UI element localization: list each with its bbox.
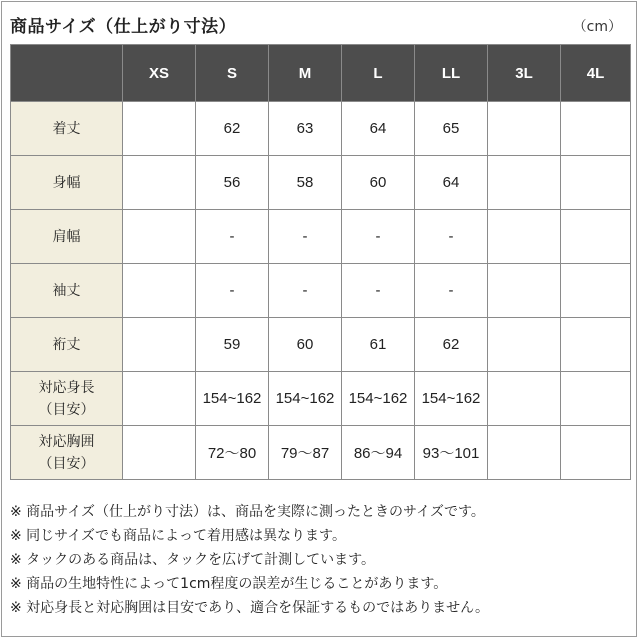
row-label [11, 426, 123, 480]
size-table [10, 44, 631, 480]
note-line: ※ 商品の生地特性によって1cm程度の誤差が生じることがあります。 [10, 576, 448, 592]
table-cell [123, 318, 196, 372]
page-title: 商品サイズ（仕上がり寸法） [10, 17, 237, 37]
table-cell [488, 372, 561, 426]
row-label [11, 264, 123, 318]
table-cell: 64 [415, 156, 488, 210]
table-row [11, 210, 631, 264]
row-label-text: 肩幅 [52, 228, 81, 245]
table-row [11, 102, 631, 156]
table-cell [561, 318, 631, 372]
table-cell: 154~162 [342, 372, 415, 426]
table-cell [123, 264, 196, 318]
header-corner [11, 45, 123, 102]
table-cell [561, 102, 631, 156]
row-label-note: （目安） [38, 455, 95, 472]
table-cell: 62 [415, 318, 488, 372]
row-label-text: 着丈 [52, 120, 81, 137]
table-cell: 79～87 [269, 426, 342, 480]
size-header-3l: 3L [488, 45, 561, 102]
row-label-text: 対応身長 [38, 379, 95, 396]
size-header-ll: LL [415, 45, 488, 102]
row-label-text: 対応胸囲 [38, 433, 95, 450]
table-cell: - [269, 264, 342, 318]
table-cell: - [196, 264, 269, 318]
table-cell: 154~162 [196, 372, 269, 426]
size-header-l: L [342, 45, 415, 102]
row-label [11, 318, 123, 372]
table-row [11, 264, 631, 318]
size-header-s: S [196, 45, 269, 102]
table-cell [488, 426, 561, 480]
table-cell [488, 102, 561, 156]
row-label [11, 102, 123, 156]
table-cell: 63 [269, 102, 342, 156]
table-cell: 61 [342, 318, 415, 372]
table-cell [488, 156, 561, 210]
table-cell [488, 264, 561, 318]
table-row [11, 318, 631, 372]
row-label [11, 210, 123, 264]
row-label-text: 袖丈 [52, 282, 81, 299]
table-cell: 72～80 [196, 426, 269, 480]
notes [10, 500, 630, 620]
note-line: ※ タックのある商品は、タックを広げて計測しています。 [10, 552, 376, 568]
size-header-m: M [269, 45, 342, 102]
table-cell: 86～94 [342, 426, 415, 480]
table-cell: 93～101 [415, 426, 488, 480]
table-cell: 58 [269, 156, 342, 210]
table-cell [123, 156, 196, 210]
table-cell: 62 [196, 102, 269, 156]
table-cell: 60 [342, 156, 415, 210]
table-cell: 154~162 [269, 372, 342, 426]
table-cell [123, 102, 196, 156]
table-row [11, 156, 631, 210]
unit-label: （cm） [572, 19, 622, 35]
table-cell: - [269, 210, 342, 264]
table-cell [561, 372, 631, 426]
table-cell [123, 210, 196, 264]
table-cell [561, 210, 631, 264]
size-header-xs: XS [123, 45, 196, 102]
size-header-4l: 4L [561, 45, 631, 102]
table-cell: - [196, 210, 269, 264]
table-cell [561, 156, 631, 210]
row-label [11, 372, 123, 426]
row-label [11, 156, 123, 210]
row-label-note: （目安） [38, 401, 95, 418]
table-cell [488, 210, 561, 264]
table-cell [561, 426, 631, 480]
row-label-text: 裄丈 [52, 336, 81, 353]
table-cell: 56 [196, 156, 269, 210]
table-cell: - [415, 210, 488, 264]
title-row [10, 12, 622, 36]
note-line: ※ 対応身長と対応胸囲は目安であり、適合を保証するものではありません。 [10, 600, 490, 616]
table-cell [123, 372, 196, 426]
table-cell: 60 [269, 318, 342, 372]
note-line: ※ 同じサイズでも商品によって着用感は異なります。 [10, 528, 346, 544]
header-row [11, 45, 631, 102]
note-line: ※ 商品サイズ（仕上がり寸法）は、商品を実際に測ったときのサイズです。 [10, 504, 485, 520]
table-cell: - [342, 210, 415, 264]
table-cell [488, 318, 561, 372]
table-row [11, 426, 631, 480]
table-cell [561, 264, 631, 318]
table-row [11, 372, 631, 426]
table-cell: 65 [415, 102, 488, 156]
row-label-text: 身幅 [52, 174, 81, 191]
table-cell [123, 426, 196, 480]
table-cell: 154~162 [415, 372, 488, 426]
table-cell: 59 [196, 318, 269, 372]
table-cell: - [415, 264, 488, 318]
table-cell: 64 [342, 102, 415, 156]
table-cell: - [342, 264, 415, 318]
